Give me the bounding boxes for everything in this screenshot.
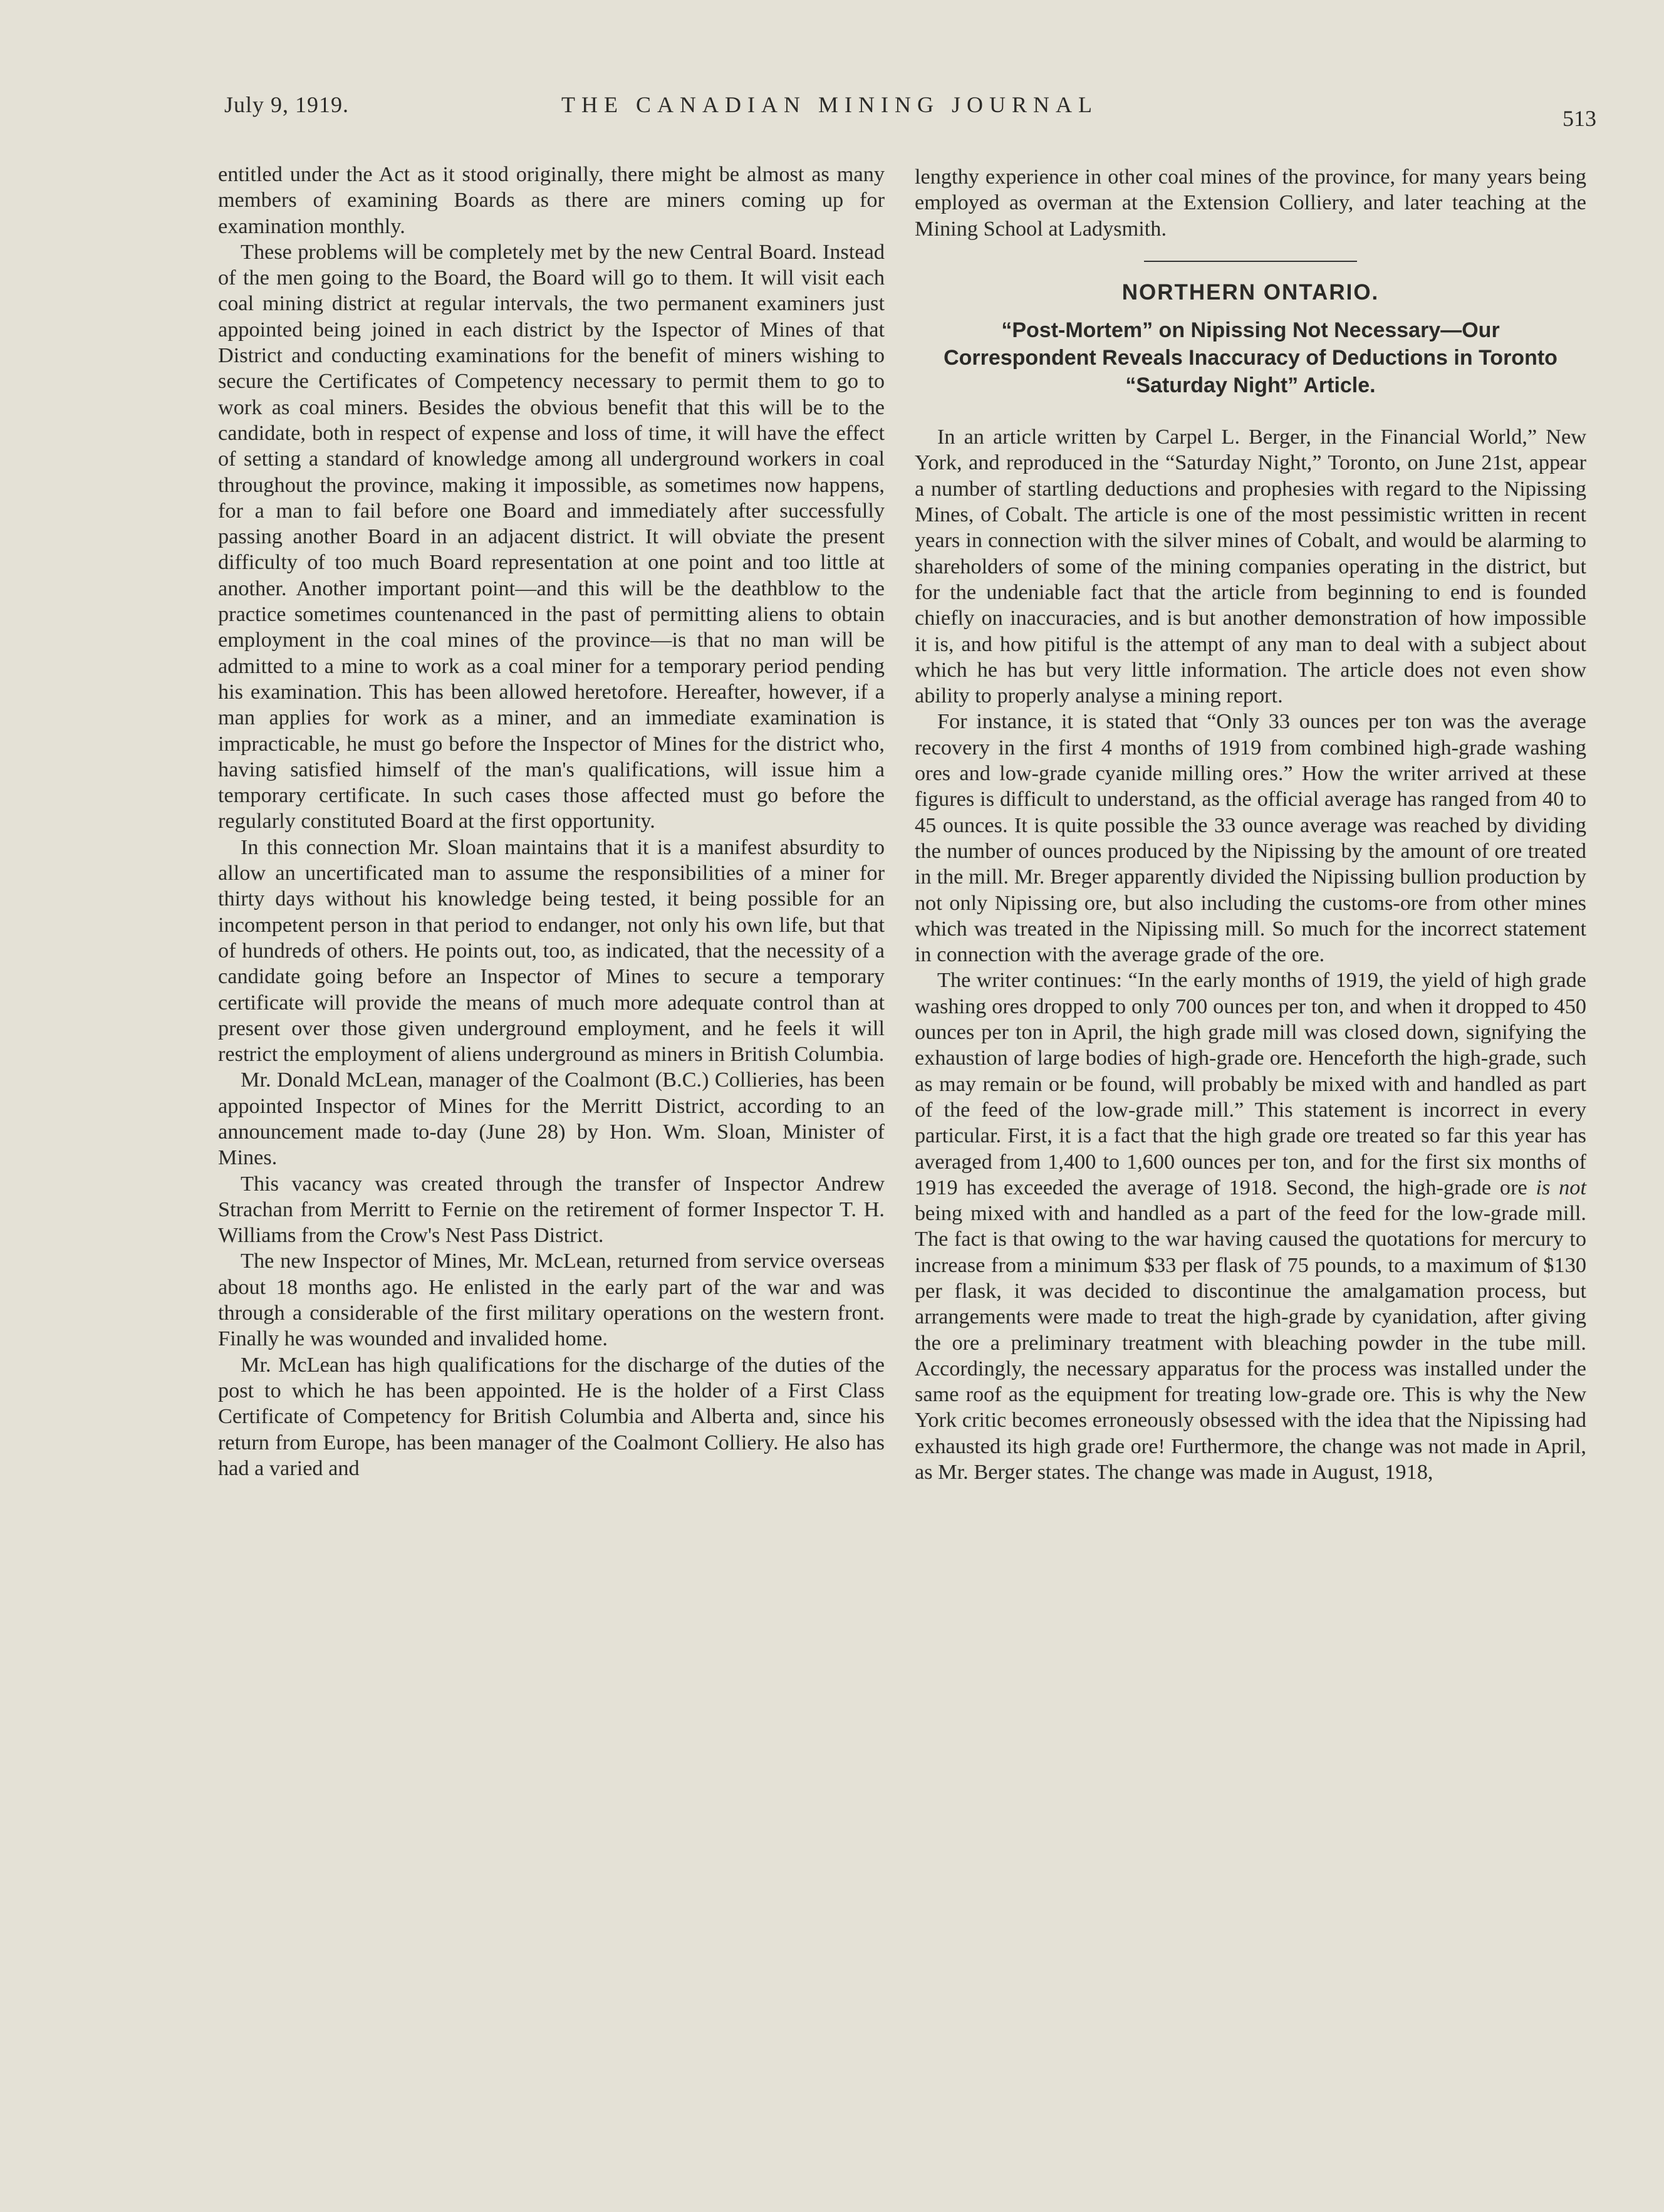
left-paragraph-4: Mr. Donald McLean, manager of the Coalmont (B.C.) Collieries, has been appointed Inspector of Mines for the Merritt District, according to an announcement made to-day (June 28) by Hon. Wm. Sloan, Minister of Mines. bbox=[218, 1068, 885, 1170]
right-paragraph-3: For instance, it is stated that “Only 33 ounces per ton was the average recovery in the first 4 months of 1919 from combined high-grade washing ores and low-grade cyanide milling ores.” How the writer arrived at these figures is difficult to understand, as the official average has ranged from 40 to 45 ounces. It is quite possible the 33 ounce average was reached by dividing the number of ounces produced by the Nipissing by the amount of ore treated in the mill. Mr. Breger apparently divided the Nipissing bullion production by not only Nipissing ore, but also including the customs-ore from other mines which was treated in the Nipissing mill. So much for the incorrect statement in connection with the average grade of the ore. bbox=[915, 709, 1586, 967]
section-divider bbox=[1144, 261, 1357, 262]
article-subheading: “Post-Mortem” on Nipissing Not Necessary—Our Correspondent Reveals Inaccuracy of Deductions in Toronto “Saturday Night” Article. bbox=[944, 318, 1557, 398]
right-paragraph-4 bbox=[915, 968, 1586, 1485]
section-title: NORTHERN ONTARIO. bbox=[1121, 279, 1380, 305]
right-paragraph-4-part-b: being mixed with and handled as a part of the feed for the low-grade mill. The fact is that owing to the war having caused the quotations for mercury to increase from a minimum $33 per flask of 75 pounds, to a maximum of $130 per flask, it was decided to discontinue the amalgamation process, but arrangements were made to treat the high-grade by cyanidation, after giving the ore a preliminary treatment with bleaching powder in the tube mill. Accordingly, the necessary apparatus for the process was installed under the same roof as the equipment for treating low-grade ore. This is why the New York critic becomes erroneously obsessed with the idea that the Nipissing had exhausted its high grade ore! Furthermore, the change was not made in April, as Mr. Berger states. The change was made in August, 1918, bbox=[915, 1201, 1586, 1484]
left-paragraph-5: This vacancy was created through the transfer of Inspector Andrew Strachan from Merritt to Fernie on the retirement of former Inspector T. H. Williams from the Crow's Nest Pass District. bbox=[218, 1171, 885, 1248]
page-number: 513 bbox=[1563, 106, 1596, 131]
page-header bbox=[224, 91, 1596, 135]
left-paragraph-7: Mr. McLean has high qualifications for the discharge of the duties of the post to which he has been appointed. He is the holder of a First Class Certificate of Competency for British Columbia and Alberta and, since his return from Europe, has been manager of the Coalmont Colliery. He also has had a varied and bbox=[218, 1352, 885, 1480]
emphasis-is-not: is not bbox=[1536, 1175, 1586, 1199]
left-paragraph-2: These problems will be completely met by the new Central Board. Instead of the men going to the Board, the Board will go to them. It will visit each coal mining district at regular intervals, the two permanent examiners just appointed being joined in each district by the Ispector of Mines of that District and conducting examinations for the benefit of miners wishing to secure the Certificates of Competency necessary to permit them to go to work as coal miners. Besides the obvious benefit that this will be to the candidate, both in respect of expense and loss of time, it will have the effect of setting a standard of knowledge among all underground workers in coal throughout the province, making it impossible, as sometimes now happens, for a man to fail before one Board and immediately after successfully passing another Board in an adjacent district. It will obviate the present difficulty of too much Board representation at one point and too little at another. Another important point—and this will be the deathblow to the practice sometimes countenanced in the past of permitting aliens to obtain employment in the coal mines of the province—is that no man will be admitted to a mine to work as a coal miner for a temporary period pending his examination. This has been allowed heretofore. Hereafter, however, if a man applies for work as a miner, and an immediate examination is impracticable, he must go before the Inspector of Mines for the district who, having satisfied himself of the man's qualifications, will issue him a temporary certificate. In such cases those affected must go before the regularly constituted Board at the first opportunity. bbox=[218, 239, 885, 833]
right-paragraph-4-part-a: The writer continues: “In the early months of 1919, the yield of high grade washing ores dropped to only 700 ounces per ton, and when it dropped to 450 ounces per ton in April, the high grade mill was closed down, signifying the exhaustion of large bodies of high-grade ore. Henceforth the high-grade, such as may remain or be found, will probably be mixed with and handled as part of the feed of the low-grade mill.” This statement is incorrect in every particular. First, it is a fact that the high grade ore treated so far this year has averaged from 1,400 to 1,600 ounces per ton, and for the first six months of 1919 has exceeded the average of 1918. Second, the high-grade ore bbox=[915, 968, 1586, 1199]
left-column bbox=[218, 162, 885, 1481]
left-paragraph-6: The new Inspector of Mines, Mr. McLean, returned from service overseas about 18 months ago. He enlisted in the early part of the war and was through a considerable of the first military operations on the western front. Finally he was wounded and invalided home. bbox=[218, 1249, 885, 1351]
right-paragraph-1: lengthy experience in other coal mines of the province, for many years being employed as overman at the Extension Colliery, and later teaching at the Mining School at Ladysmith. bbox=[915, 165, 1586, 241]
left-paragraph-1: entitled under the Act as it stood originally, there might be almost as many members of examining Boards as there are miners coming up for examination monthly. bbox=[218, 162, 885, 238]
journal-title: THE CANADIAN MINING JOURNAL bbox=[561, 92, 1098, 117]
header-date: July 9, 1919. bbox=[224, 92, 350, 117]
left-paragraph-3: In this connection Mr. Sloan maintains that it is a manifest absurdity to allow an uncertificated man to assume the responsibilities of a miner for thirty days without his knowledge being tested, it being possible for an incompetent person in that period to endanger, not only his own life, but that of hundreds of others. He points out, too, as indicated, that the necessity of a candidate going before an Inspector of Mines to secure a temporary certificate will provide the means of much more adequate control than at present over those given underground employment, and he feels it will restrict the employment of aliens underground as miners in British Columbia. bbox=[218, 835, 885, 1067]
right-column bbox=[915, 164, 1586, 1485]
right-paragraph-2: In an article written by Carpel L. Berger, in the Financial World,” New York, and reproduced in the “Saturday Night,” Toronto, on June 21st, appear a number of startling deductions and prophesies with regard to the Nipissing Mines, of Cobalt. The article is one of the most pessimistic written in recent years in connection with the silver mines of Cobalt, and would be alarming to shareholders of some of the mining companies operating in the district, but for the undeniable fact that the article from beginning to end is founded chiefly on inaccuracies, and is but another demonstration of how impossible it is, and how pitiful is the attempt of any man to deal with a subject about which he has but very little information. The article does not even show ability to properly analyse a mining report. bbox=[915, 425, 1586, 708]
